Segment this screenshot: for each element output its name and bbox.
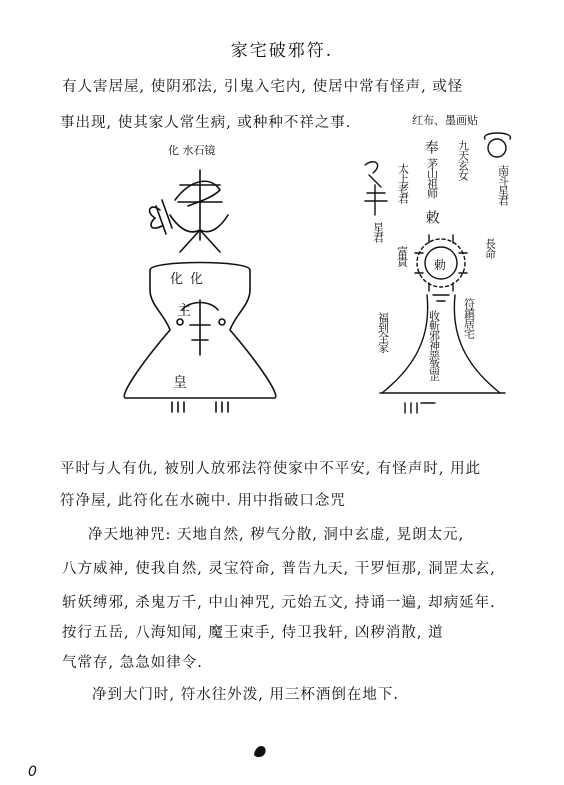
right-col-center: 收斬邪神惡煞罡 xyxy=(427,310,441,380)
left-talisman-label-hua-1: 化 xyxy=(170,272,184,287)
right-talisman-note: 红布、墨画贴 xyxy=(412,114,478,127)
right-col-changming: 長命 xyxy=(483,238,497,258)
right-col-fuluo: 福到全家 xyxy=(376,312,390,352)
right-talisman-drawing xyxy=(355,135,555,435)
body-line-8: 净到大门时, 符水往外泼, 用三杯酒倒在地下. xyxy=(92,687,400,703)
body-line-1: 平时与人有仇, 被别人放邪法符使家中不平安, 有怪声时, 用此 xyxy=(60,461,482,477)
right-col-fuzhen: 符鎮居宅 xyxy=(462,298,476,338)
left-talisman-note: 化 水石镜 xyxy=(168,144,216,157)
page-number: 0 xyxy=(28,764,37,780)
body-line-4: 八方威神, 使我自然, 灵宝符命, 普告九天, 干罗恒那, 洞罡太玄, xyxy=(62,561,496,577)
right-col-xing: 星君 xyxy=(371,222,385,242)
right-col-nandou: 南斗星君 xyxy=(496,165,510,205)
right-circle-text: 勅 xyxy=(434,258,447,272)
page-title: 家宅破邪符. xyxy=(230,41,334,61)
body-line-3: 净天地神咒: 天地自然, 秽气分散, 洞中玄虚, 晃朗太元, xyxy=(88,527,465,543)
right-col-chi: 敕 xyxy=(423,210,440,223)
body-line-6: 按行五岳, 八海知闻, 魔王束手, 侍卫我轩, 凶秽消散, 道 xyxy=(62,625,444,641)
body-line-2: 符净屋, 此符化在水碗中. 用中指破口念咒 xyxy=(60,493,346,509)
right-col-jiutian: 九天玄女 xyxy=(456,140,470,180)
body-line-7: 气常存, 急急如律令. xyxy=(62,655,203,671)
intro-line-2: 事出现, 使其家人常生病, 或种种不祥之事. xyxy=(60,115,352,131)
intro-line-1: 有人害居屋, 使阴邪法, 引鬼入宅内, 使居中常有怪声, 或怪 xyxy=(62,79,464,95)
left-talisman-label-zhu: 主 xyxy=(177,303,191,319)
right-col-feng: 奉 xyxy=(422,140,439,153)
ink-blot xyxy=(250,740,270,760)
left-talisman-label-huang: 皇 xyxy=(173,375,187,391)
right-col-fugui: 富貴 xyxy=(395,246,409,266)
right-col-taishang: 太上老君 xyxy=(396,163,410,203)
right-col-fengbai: 茅山祖师 xyxy=(425,158,439,198)
left-talisman-label-hua-2: 化 xyxy=(190,272,204,287)
body-line-5: 斩妖缚邪, 杀鬼万千, 中山神咒, 元始五文, 持诵一遍, 却病延年. xyxy=(62,595,496,611)
